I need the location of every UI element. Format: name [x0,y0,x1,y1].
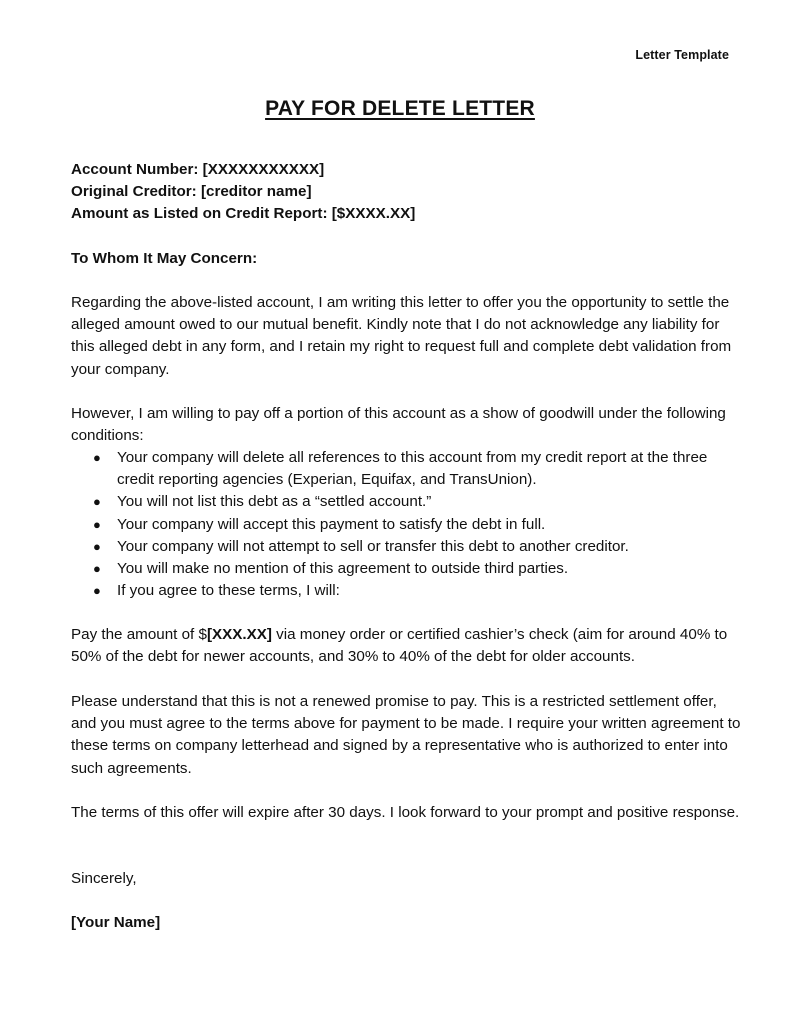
paragraph-understanding [71,691,743,780]
payment-amount: [XXX.XX] [206,626,272,643]
list-item [71,514,743,536]
bullet-icon: ● [93,561,101,577]
page-title: PAY FOR DELETE LETTER [265,97,535,120]
bullet-icon: ● [93,583,101,599]
list-item [71,536,743,558]
account-number: Account Number: [XXXXXXXXXXX] [71,161,325,178]
condition-text: Your company will delete all references to this account from my credit report at the three credit reporting agencies (Experian, Equifax, and TransUnion). [117,449,708,489]
list-item [71,491,743,513]
list-item [71,447,743,491]
account-details [71,159,743,226]
bullet-icon: ● [93,450,101,465]
list-item [71,580,743,602]
salutation-text: To Whom It May Concern: [71,250,258,267]
condition-text: You will make no mention of this agreement to outside third parties. [117,560,569,578]
condition-text: You will not list this debt as a “settled account.” [117,493,432,511]
paragraph-intro-text: Regarding the above-listed account, I am writing this letter to offer you the opportunity to settle the alleged amount owed to our mutual benefit. Kindly note that I do not acknowledge any liability for this alleged debt in any form, and I retain my right to request full and complete debt validation from your company. [71,294,732,378]
bullet-icon: ● [93,494,101,510]
closing [71,868,743,890]
signature-name: [Your Name] [71,914,161,931]
paragraph-payment-text [71,624,743,668]
list-item [71,558,743,580]
payment-suffix: via money order or certified cashier’s check (aim for around 40% to 50% of the debt for newer accounts, and 30% to 40% of the debt for older accounts. [71,626,728,666]
payment-prefix: Pay the amount of $ [71,626,207,643]
paragraph-expiry-text: The terms of this offer will expire after 30 days. I look forward to your prompt and positive response. [71,804,740,821]
paragraph-conditions-intro [71,403,743,447]
paragraph-understanding-text: Please understand that this is not a renewed promise to pay. This is a restricted settlement offer, and you must agree to the terms above for payment to be made. I require your written agreement to these terms on company letterhead and signed by a representative who is authorized to enter into such agreements. [71,693,741,777]
signature [71,912,743,934]
salutation [71,248,743,270]
paragraph-payment [71,624,743,668]
condition-text: If you agree to these terms, I will: [117,582,340,600]
paragraph-expiry [71,802,743,824]
bullet-icon: ● [93,538,101,554]
paragraph-intro [71,292,743,381]
condition-text: Your company will accept this payment to satisfy the debt in full. [117,515,546,533]
closing-text: Sincerely, [71,870,137,887]
original-creditor: Original Creditor: [creditor name] [71,183,312,201]
letter-template-label: Letter Template [635,48,729,62]
conditions-list [71,447,743,602]
paragraph-conditions-intro-text: However, I am willing to pay off a portion of this account as a show of goodwill under the following conditions: [71,405,726,445]
condition-text: Your company will not attempt to sell or transfer this debt to another creditor. [117,537,629,555]
bullet-icon: ● [93,516,101,532]
amount-listed: Amount as Listed on Credit Report: [$XXXX.XX] [71,205,416,223]
